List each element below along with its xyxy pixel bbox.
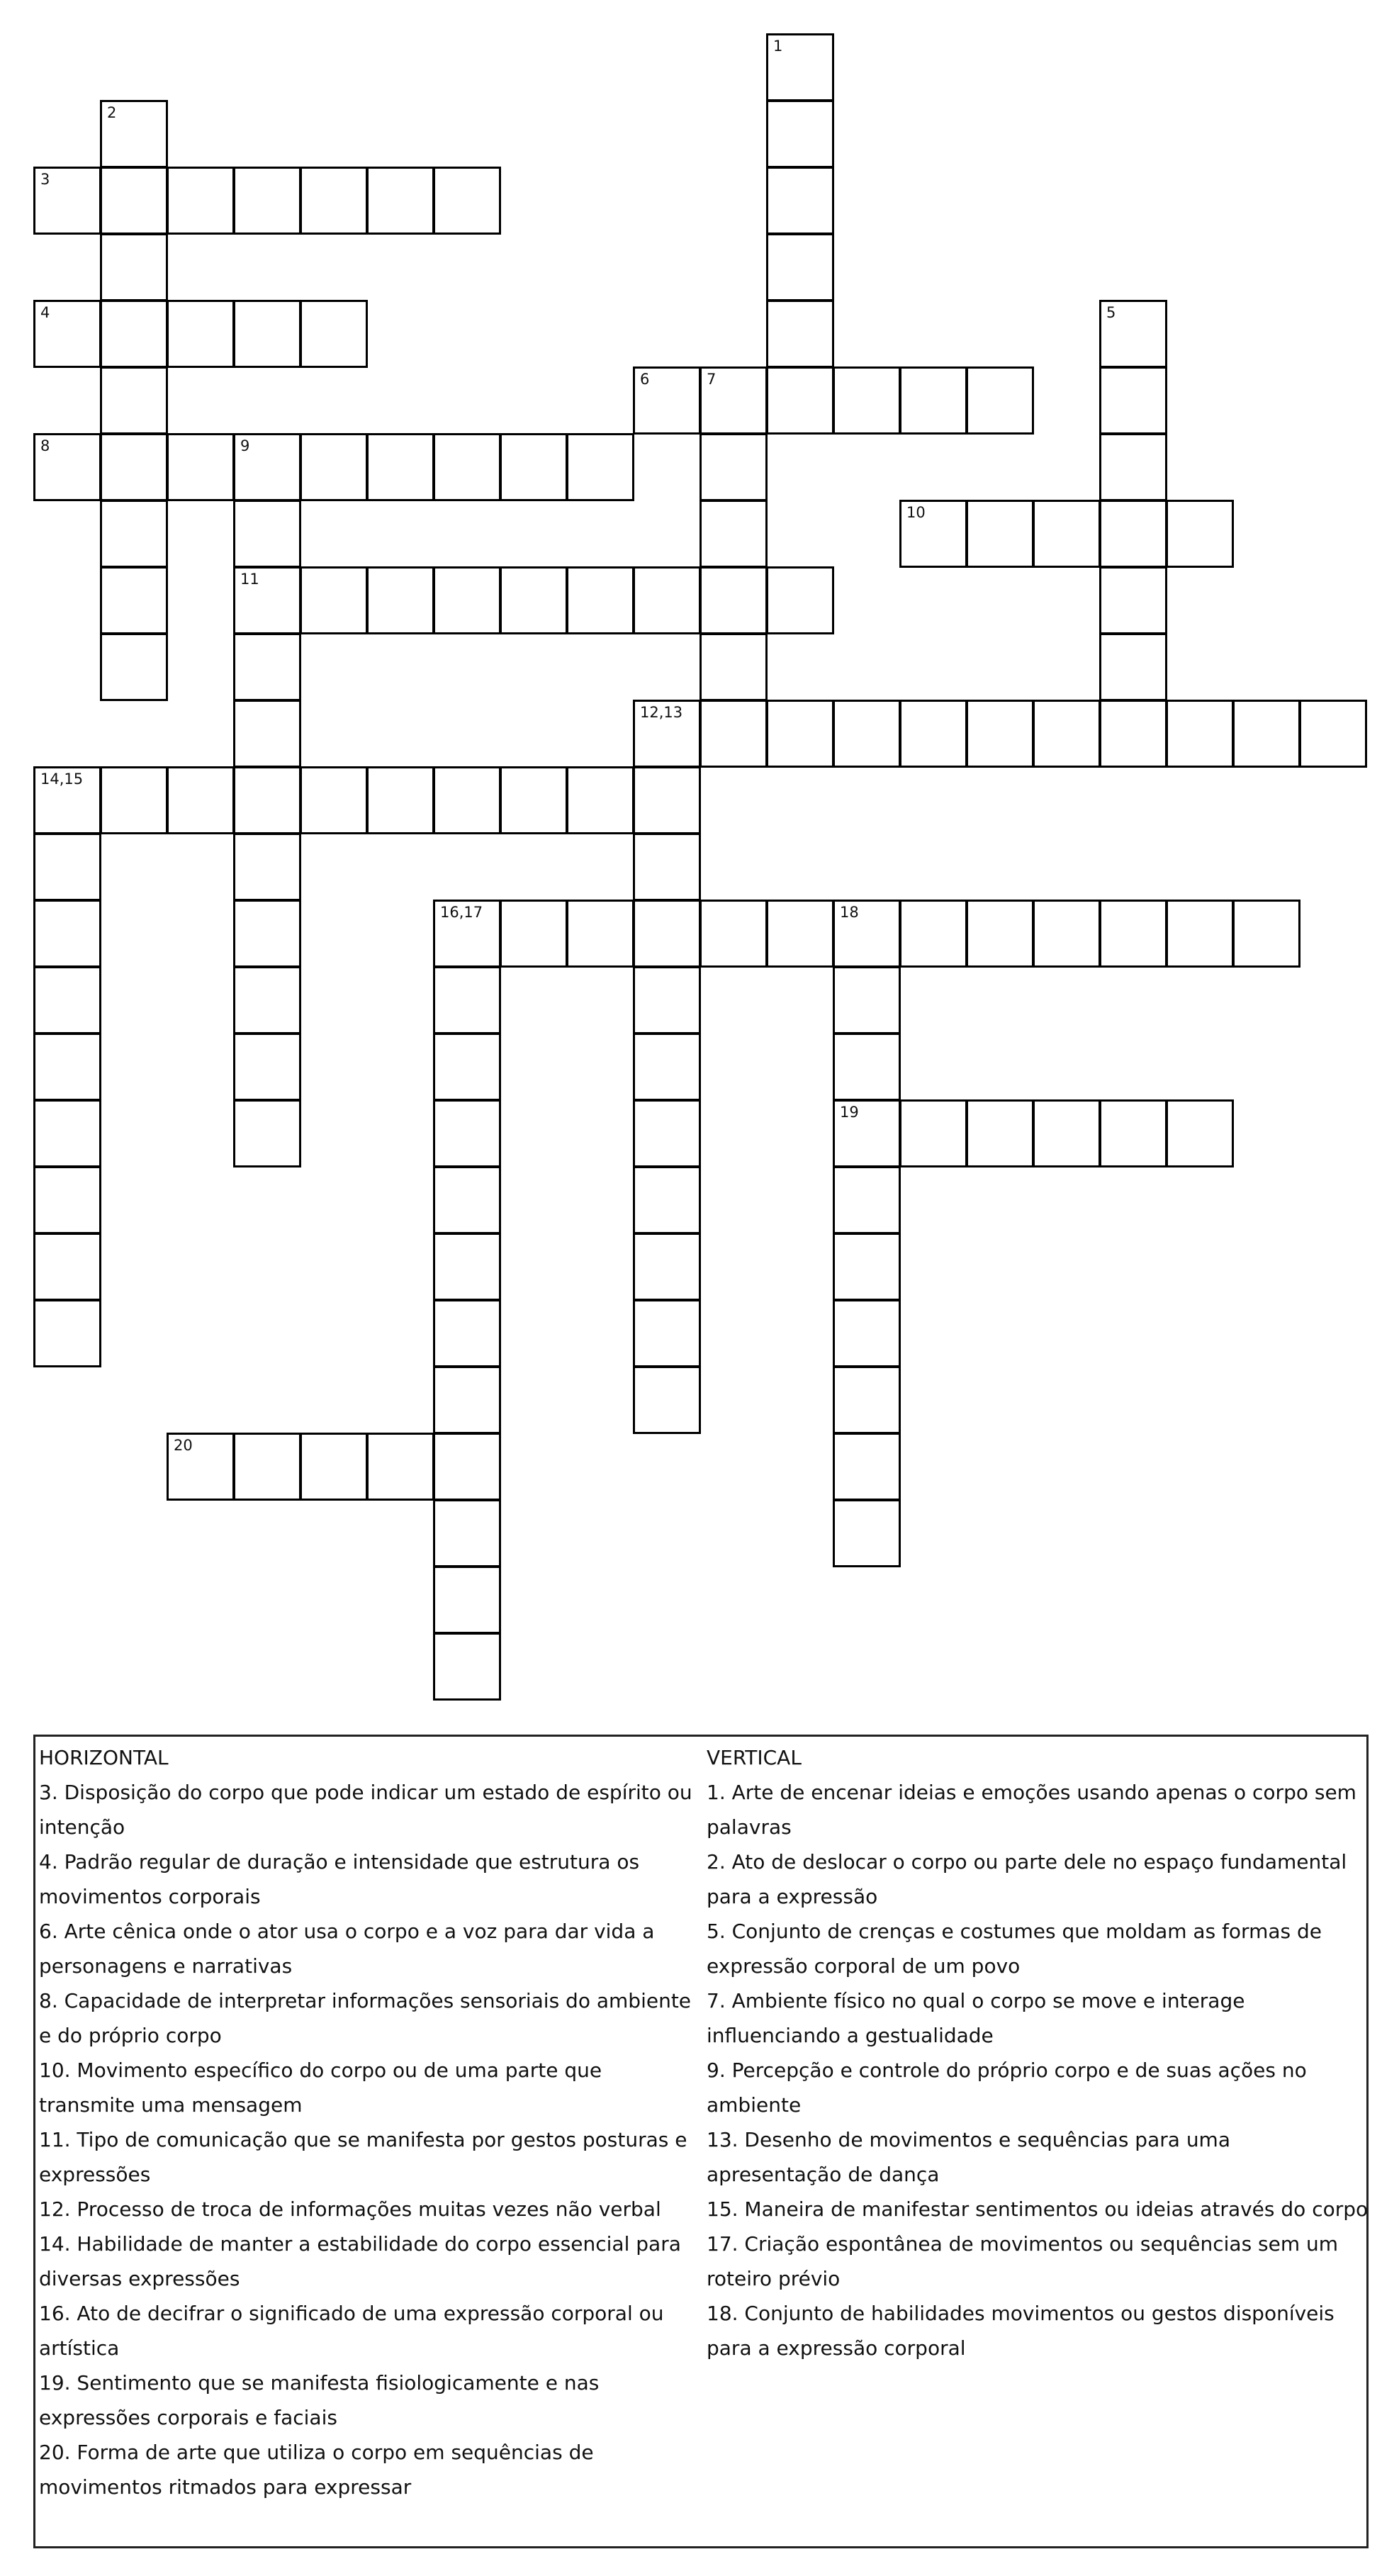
grid-cell[interactable]: [500, 566, 568, 634]
grid-cell[interactable]: [1033, 500, 1101, 568]
grid-cell[interactable]: [100, 167, 168, 235]
grid-cell[interactable]: [1232, 900, 1300, 968]
grid-cell[interactable]: [700, 900, 768, 968]
grid-cell[interactable]: [33, 1099, 101, 1167]
grid-cell[interactable]: [433, 1499, 501, 1567]
grid-cell[interactable]: [300, 300, 368, 368]
grid-cell[interactable]: [433, 1099, 501, 1167]
clue-horizontal: 19. Sentimento que se manifesta fisiologicamente e nas expressões corporais e faciais: [39, 2371, 600, 2429]
vertical-heading: VERTICAL: [707, 1746, 802, 1769]
clue-number: 11: [240, 571, 259, 588]
grid-cell[interactable]: [33, 433, 101, 501]
grid-cell[interactable]: [1232, 700, 1300, 768]
grid-cell[interactable]: [433, 900, 501, 968]
grid-cell[interactable]: [366, 433, 434, 501]
clue-vertical: 9. Percepção e controle do próprio corpo e de suas ações no ambiente: [707, 2059, 1307, 2117]
clue-number: 14,15: [40, 771, 84, 788]
grid-cell[interactable]: [1033, 700, 1101, 768]
grid-cell[interactable]: [833, 1033, 901, 1101]
grid-cell[interactable]: [1099, 366, 1167, 435]
clue-horizontal: 20. Forma de arte que utiliza o corpo em sequências de movimentos ritmados para expressar: [39, 2441, 594, 2499]
grid-cell[interactable]: [833, 1166, 901, 1234]
grid-cell[interactable]: [966, 1099, 1034, 1167]
grid-cell[interactable]: [766, 300, 834, 368]
grid-cell[interactable]: [833, 1233, 901, 1301]
grid-cell[interactable]: [33, 1233, 101, 1301]
grid-cell[interactable]: [433, 1233, 501, 1301]
grid-cell[interactable]: [766, 366, 834, 435]
grid-cell[interactable]: [1099, 633, 1167, 701]
grid-cell[interactable]: [1099, 500, 1167, 568]
clue-vertical: 5. Conjunto de crenças e costumes que moldam as formas de expressão corporal de um povo: [707, 1920, 1322, 1978]
clue-number: 4: [40, 304, 50, 321]
grid-cell[interactable]: [433, 1166, 501, 1234]
clue-horizontal: 8. Capacidade de interpretar informações sensoriais do ambiente e do próprio corpo: [39, 1989, 692, 2047]
grid-cell[interactable]: [633, 833, 701, 901]
grid-cell[interactable]: [833, 700, 901, 768]
grid-cell[interactable]: [633, 766, 701, 834]
grid-cell[interactable]: [700, 500, 768, 568]
grid-cell[interactable]: [766, 233, 834, 301]
grid-cell[interactable]: [167, 167, 235, 235]
horizontal-clues: [39, 1740, 702, 2504]
grid-cell[interactable]: [33, 833, 101, 901]
grid-cell[interactable]: [366, 167, 434, 235]
grid-cell[interactable]: [1166, 500, 1234, 568]
grid-cell[interactable]: [566, 766, 634, 834]
grid-cell[interactable]: [366, 1433, 434, 1501]
grid-cell[interactable]: [233, 833, 301, 901]
grid-cell[interactable]: [1166, 1099, 1234, 1167]
grid-cell[interactable]: [700, 366, 768, 435]
grid-cell[interactable]: [1033, 900, 1101, 968]
grid-cell[interactable]: [100, 100, 168, 168]
grid-cell[interactable]: [833, 966, 901, 1034]
grid-cell[interactable]: [233, 966, 301, 1034]
clue-number: 19: [840, 1104, 859, 1121]
clue-horizontal: 16. Ato de decifrar o significado de uma expressão corporal ou artística: [39, 2302, 664, 2360]
clue-number: 9: [240, 437, 250, 454]
grid-cell[interactable]: [433, 1633, 501, 1701]
clue-number: 18: [840, 904, 859, 921]
clue-number: 3: [40, 171, 50, 188]
grid-cell[interactable]: [966, 700, 1034, 768]
grid-cell[interactable]: [633, 900, 701, 968]
grid-cell[interactable]: [899, 700, 967, 768]
grid-cell[interactable]: [700, 700, 768, 768]
grid-cell[interactable]: [167, 300, 235, 368]
clue-horizontal: 11. Tipo de comunicação que se manifesta por gestos posturas e expressões: [39, 2128, 687, 2186]
clue-vertical: 1. Arte de encenar ideias e emoções usando apenas o corpo sem palavras: [707, 1781, 1356, 1839]
clue-number: 10: [906, 504, 926, 521]
clue-number: 5: [1106, 304, 1116, 321]
grid-cell[interactable]: [366, 566, 434, 634]
grid-cell[interactable]: [766, 566, 834, 634]
grid-cell[interactable]: [566, 900, 634, 968]
grid-cell[interactable]: [100, 566, 168, 634]
grid-cell[interactable]: [233, 900, 301, 968]
grid-cell[interactable]: [33, 1166, 101, 1234]
grid-cell[interactable]: [500, 900, 568, 968]
grid-cell[interactable]: [33, 766, 101, 834]
grid-cell[interactable]: [966, 500, 1034, 568]
grid-cell[interactable]: [766, 167, 834, 235]
grid-cell[interactable]: [433, 1433, 501, 1501]
clue-number: 7: [707, 371, 717, 388]
grid-cell[interactable]: [100, 500, 168, 568]
clue-vertical: 17. Criação espontânea de movimentos ou sequências sem um roteiro prévio: [707, 2232, 1339, 2290]
grid-cell[interactable]: [899, 1099, 967, 1167]
grid-cell[interactable]: [833, 1433, 901, 1501]
grid-cell[interactable]: [500, 433, 568, 501]
grid-cell[interactable]: [700, 433, 768, 501]
grid-cell[interactable]: [633, 1033, 701, 1101]
grid-cell[interactable]: [100, 633, 168, 701]
grid-cell[interactable]: [33, 300, 101, 368]
grid-cell[interactable]: [433, 433, 501, 501]
grid-cell[interactable]: [233, 1033, 301, 1101]
grid-cell[interactable]: [100, 433, 168, 501]
clue-horizontal: 4. Padrão regular de duração e intensidade que estrutura os movimentos corporais: [39, 1850, 640, 1908]
clue-horizontal: 10. Movimento específico do corpo ou de uma parte que transmite uma mensagem: [39, 2059, 602, 2117]
grid-cell[interactable]: [233, 167, 301, 235]
grid-cell[interactable]: [833, 900, 901, 968]
grid-cell[interactable]: [433, 167, 501, 235]
grid-cell[interactable]: [300, 566, 368, 634]
grid-cell[interactable]: [100, 233, 168, 301]
grid-cell[interactable]: [433, 1366, 501, 1434]
grid-cell[interactable]: [300, 433, 368, 501]
vertical-clues: [707, 1740, 1369, 2365]
clue-horizontal: 14. Habilidade de manter a estabilidade do corpo essencial para diversas expressões: [39, 2232, 681, 2290]
clue-number: 16,17: [440, 904, 483, 921]
grid-cell[interactable]: [966, 366, 1034, 435]
grid-cell[interactable]: [1099, 300, 1167, 368]
grid-cell[interactable]: [167, 1433, 235, 1501]
grid-cell[interactable]: [300, 167, 368, 235]
grid-cell[interactable]: [566, 433, 634, 501]
grid-cell[interactable]: [100, 766, 168, 834]
grid-cell[interactable]: [633, 966, 701, 1034]
grid-cell[interactable]: [633, 1366, 701, 1434]
clue-number: 20: [174, 1437, 193, 1454]
grid-cell[interactable]: [700, 633, 768, 701]
clue-vertical: 2. Ato de deslocar o corpo ou parte dele no espaço fundamental para a expressão: [707, 1850, 1347, 1908]
grid-cell[interactable]: [433, 566, 501, 634]
clue-horizontal: 12. Processo de troca de informações muitas vezes não verbal: [39, 2197, 661, 2221]
grid-cell[interactable]: [633, 1099, 701, 1167]
clue-vertical: 18. Conjunto de habilidades movimentos ou gestos disponíveis para a expressão corporal: [707, 2302, 1335, 2360]
grid-cell[interactable]: [633, 700, 701, 768]
grid-cell[interactable]: [966, 900, 1034, 968]
clue-horizontal: 6. Arte cênica onde o ator usa o corpo e a voz para dar vida a personagens e narrativas: [39, 1920, 655, 1978]
grid-cell[interactable]: [833, 1499, 901, 1567]
grid-cell[interactable]: [233, 500, 301, 568]
grid-cell[interactable]: [1033, 1099, 1101, 1167]
clue-number: 6: [640, 371, 650, 388]
grid-cell[interactable]: [1099, 900, 1167, 968]
grid-cell[interactable]: [233, 700, 301, 768]
grid-cell[interactable]: [233, 1433, 301, 1501]
grid-cell[interactable]: [433, 766, 501, 834]
grid-cell[interactable]: [633, 1233, 701, 1301]
clue-vertical: 13. Desenho de movimentos e sequências para uma apresentação de dança: [707, 2128, 1230, 2186]
grid-cell[interactable]: [1099, 433, 1167, 501]
grid-cell[interactable]: [167, 766, 235, 834]
grid-cell[interactable]: [700, 566, 768, 634]
grid-cell[interactable]: [433, 1566, 501, 1634]
grid-cell[interactable]: [500, 766, 568, 834]
grid-cell[interactable]: [633, 566, 701, 634]
grid-cell[interactable]: [100, 366, 168, 435]
grid-cell[interactable]: [1166, 700, 1234, 768]
grid-cell[interactable]: [233, 300, 301, 368]
grid-cell[interactable]: [833, 366, 901, 435]
grid-cell[interactable]: [633, 1166, 701, 1234]
grid-cell[interactable]: [1299, 700, 1367, 768]
clue-horizontal: 3. Disposição do corpo que pode indicar um estado de espírito ou intenção: [39, 1781, 692, 1839]
grid-cell[interactable]: [366, 766, 434, 834]
grid-cell[interactable]: [233, 566, 301, 634]
grid-cell[interactable]: [33, 167, 101, 235]
clue-number: 2: [107, 104, 117, 121]
grid-cell[interactable]: [433, 1033, 501, 1101]
grid-cell[interactable]: [300, 1433, 368, 1501]
grid-cell[interactable]: [766, 100, 834, 168]
grid-cell[interactable]: [833, 1366, 901, 1434]
grid-cell[interactable]: [233, 633, 301, 701]
grid-cell[interactable]: [633, 366, 701, 435]
grid-cell[interactable]: [167, 433, 235, 501]
grid-cell[interactable]: [899, 500, 967, 568]
grid-cell[interactable]: [433, 966, 501, 1034]
clue-number: 12,13: [640, 704, 683, 721]
grid-cell[interactable]: [33, 900, 101, 968]
grid-cell[interactable]: [1166, 900, 1234, 968]
grid-cell[interactable]: [833, 1099, 901, 1167]
grid-cell[interactable]: [233, 1099, 301, 1167]
horizontal-heading: HORIZONTAL: [39, 1746, 169, 1769]
clue-vertical: 7. Ambiente físico no qual o corpo se move e interage influenciando a gestualidade: [707, 1989, 1245, 2047]
grid-cell[interactable]: [833, 1299, 901, 1367]
grid-cell[interactable]: [766, 33, 834, 101]
grid-cell[interactable]: [766, 900, 834, 968]
clue-number: 1: [773, 38, 783, 55]
clue-number: 8: [40, 437, 50, 454]
clue-vertical: 15. Maneira de manifestar sentimentos ou ideias através do corpo: [707, 2197, 1369, 2221]
grid-cell[interactable]: [1099, 700, 1167, 768]
grid-cell[interactable]: [33, 1299, 101, 1367]
grid-cell[interactable]: [300, 766, 368, 834]
grid-cell[interactable]: [100, 300, 168, 368]
grid-cell[interactable]: [233, 433, 301, 501]
grid-cell[interactable]: [1099, 1099, 1167, 1167]
grid-cell[interactable]: [633, 1299, 701, 1367]
grid-cell[interactable]: [766, 700, 834, 768]
grid-cell[interactable]: [1099, 566, 1167, 634]
grid-cell[interactable]: [566, 566, 634, 634]
grid-cell[interactable]: [33, 1033, 101, 1101]
grid-cell[interactable]: [433, 1299, 501, 1367]
grid-cell[interactable]: [899, 366, 967, 435]
grid-cell[interactable]: [899, 900, 967, 968]
grid-cell[interactable]: [233, 766, 301, 834]
grid-cell[interactable]: [33, 966, 101, 1034]
